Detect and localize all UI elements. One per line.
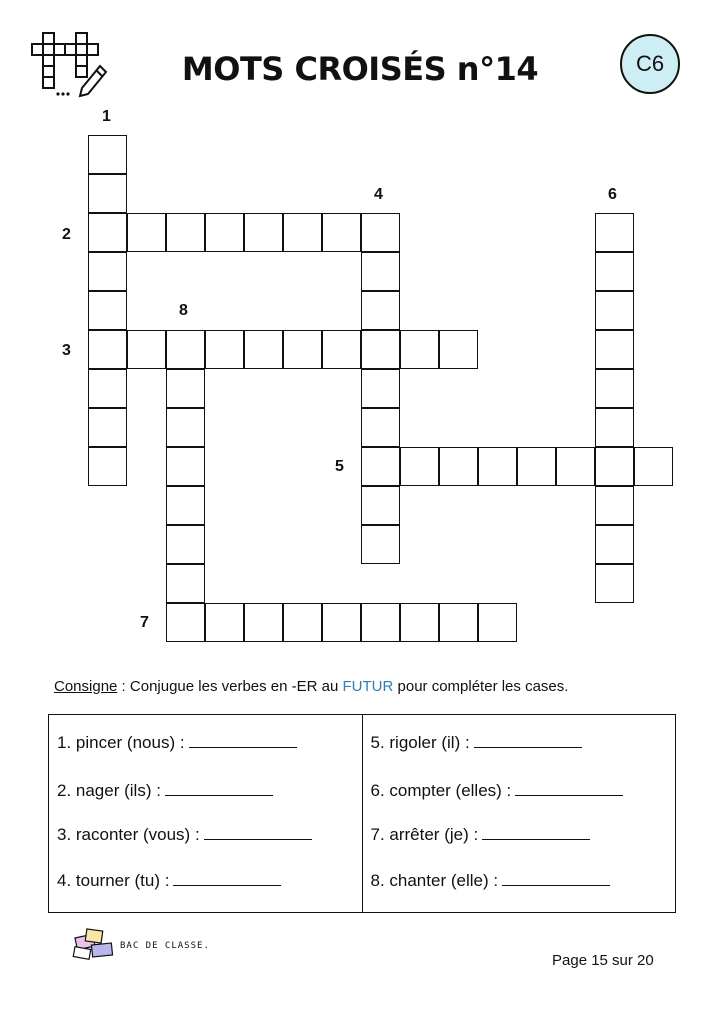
crossword-cell[interactable] bbox=[361, 213, 400, 252]
crossword-cell[interactable] bbox=[595, 564, 634, 603]
crossword-cell[interactable] bbox=[595, 525, 634, 564]
crossword-cell[interactable] bbox=[205, 330, 244, 369]
crossword-cell[interactable] bbox=[595, 252, 634, 291]
instruction-text-before: : Conjugue les verbes en -ER au bbox=[117, 678, 343, 695]
crossword-cell[interactable] bbox=[166, 603, 205, 642]
crossword-cell[interactable] bbox=[634, 447, 673, 486]
clues-left-column bbox=[49, 715, 362, 912]
clue-number-7: 7 bbox=[140, 614, 149, 631]
crossword-cell[interactable] bbox=[244, 330, 283, 369]
crossword-cell[interactable] bbox=[439, 603, 478, 642]
clue-5 bbox=[371, 733, 582, 753]
crossword-cell[interactable] bbox=[166, 447, 205, 486]
answer-blank-7[interactable] bbox=[482, 825, 590, 840]
crossword-cell[interactable] bbox=[166, 369, 205, 408]
clue-number-4: 4 bbox=[374, 186, 383, 203]
crossword-cell[interactable] bbox=[595, 486, 634, 525]
instruction-text-after: pour compléter les cases. bbox=[393, 678, 569, 695]
clue-number-5: 5 bbox=[335, 458, 344, 475]
answer-blank-5[interactable] bbox=[474, 733, 582, 748]
crossword-cell[interactable] bbox=[556, 447, 595, 486]
crossword-cell[interactable] bbox=[166, 525, 205, 564]
crossword-cell[interactable] bbox=[283, 213, 322, 252]
crossword-cell[interactable] bbox=[595, 369, 634, 408]
crossword-cell[interactable] bbox=[127, 213, 166, 252]
instruction-label: Consigne bbox=[54, 678, 118, 695]
crossword-cell[interactable] bbox=[322, 603, 361, 642]
clues-right-column bbox=[362, 715, 676, 912]
crossword-cell[interactable] bbox=[400, 330, 439, 369]
crossword-cell[interactable] bbox=[361, 447, 400, 486]
crossword-cell[interactable] bbox=[400, 603, 439, 642]
crossword-cell[interactable] bbox=[478, 603, 517, 642]
brand-logo-icon bbox=[72, 926, 118, 962]
crossword-cell[interactable] bbox=[88, 252, 127, 291]
clue-number-8: 8 bbox=[179, 302, 188, 319]
crossword-cell[interactable] bbox=[322, 330, 361, 369]
clue-number-6: 6 bbox=[608, 186, 617, 203]
crossword-cell[interactable] bbox=[88, 330, 127, 369]
level-badge: C6 bbox=[620, 34, 680, 94]
crossword-cell[interactable] bbox=[361, 252, 400, 291]
brand-name: BAC DE CLASSE. bbox=[120, 941, 210, 951]
clue-number-3: 3 bbox=[62, 342, 71, 359]
answer-blank-2[interactable] bbox=[165, 781, 273, 796]
answer-blank-8[interactable] bbox=[502, 871, 610, 886]
answer-blank-6[interactable] bbox=[515, 781, 623, 796]
crossword-cell[interactable] bbox=[88, 369, 127, 408]
crossword-cell[interactable] bbox=[361, 408, 400, 447]
crossword-cell[interactable] bbox=[166, 486, 205, 525]
clue-4-label: 4. tourner (tu) : bbox=[57, 871, 170, 890]
answer-blank-1[interactable] bbox=[189, 733, 297, 748]
crossword-cell[interactable] bbox=[595, 213, 634, 252]
crossword-cell[interactable] bbox=[88, 291, 127, 330]
clue-8 bbox=[371, 871, 611, 891]
crossword-cell[interactable] bbox=[361, 525, 400, 564]
crossword-cell[interactable] bbox=[439, 330, 478, 369]
crossword-cell[interactable] bbox=[361, 369, 400, 408]
clue-number-2: 2 bbox=[62, 226, 71, 243]
clue-4 bbox=[57, 871, 281, 891]
crossword-cell[interactable] bbox=[166, 564, 205, 603]
crossword-cell[interactable] bbox=[322, 213, 361, 252]
crossword-cell[interactable] bbox=[127, 330, 166, 369]
answer-blank-3[interactable] bbox=[204, 825, 312, 840]
crossword-cell[interactable] bbox=[88, 135, 127, 174]
clue-2-label: 2. nager (ils) : bbox=[57, 781, 161, 800]
crossword-cell[interactable] bbox=[595, 330, 634, 369]
clue-3-label: 3. raconter (vous) : bbox=[57, 825, 200, 844]
crossword-cell[interactable] bbox=[88, 447, 127, 486]
crossword-cell[interactable] bbox=[166, 213, 205, 252]
crossword-cell[interactable] bbox=[88, 408, 127, 447]
instruction bbox=[54, 678, 568, 695]
crossword-cell[interactable] bbox=[166, 330, 205, 369]
clue-8-label: 8. chanter (elle) : bbox=[370, 871, 499, 890]
page-number: Page 15 sur 20 bbox=[552, 952, 654, 969]
clue-2 bbox=[57, 781, 273, 801]
clue-5-label: 5. rigoler (il) : bbox=[370, 733, 470, 752]
crossword-pencil-icon bbox=[30, 26, 110, 101]
crossword-cell[interactable] bbox=[361, 486, 400, 525]
crossword-cell[interactable] bbox=[166, 408, 205, 447]
crossword-cell[interactable] bbox=[595, 291, 634, 330]
clue-6 bbox=[371, 781, 624, 801]
clue-1-label: 1. pincer (nous) : bbox=[57, 733, 185, 752]
crossword-cell[interactable] bbox=[478, 447, 517, 486]
crossword-cell[interactable] bbox=[400, 447, 439, 486]
crossword-cell[interactable] bbox=[361, 330, 400, 369]
crossword-cell[interactable] bbox=[361, 603, 400, 642]
clue-1 bbox=[57, 733, 297, 753]
crossword-cell[interactable] bbox=[595, 408, 634, 447]
crossword-cell[interactable] bbox=[205, 603, 244, 642]
crossword-cell[interactable] bbox=[88, 213, 127, 252]
crossword-cell[interactable] bbox=[244, 213, 283, 252]
crossword-cell[interactable] bbox=[88, 174, 127, 213]
page-title: MOTS CROISÉS n°14 bbox=[181, 50, 539, 88]
clue-number-1: 1 bbox=[102, 108, 111, 125]
crossword-cell[interactable] bbox=[517, 447, 556, 486]
crossword-cell[interactable] bbox=[283, 330, 322, 369]
clue-3 bbox=[57, 825, 312, 845]
clue-6-label: 6. compter (elles) : bbox=[370, 781, 512, 800]
crossword-cell[interactable] bbox=[244, 603, 283, 642]
crossword-cell[interactable] bbox=[283, 603, 322, 642]
clues-table bbox=[48, 714, 676, 913]
answer-blank-4[interactable] bbox=[173, 871, 281, 886]
crossword-cell[interactable] bbox=[361, 291, 400, 330]
crossword-cell[interactable] bbox=[595, 447, 634, 486]
crossword-cell[interactable] bbox=[205, 213, 244, 252]
crossword-cell[interactable] bbox=[439, 447, 478, 486]
instruction-highlight: FUTUR bbox=[342, 678, 394, 695]
clue-7 bbox=[371, 825, 591, 845]
clue-7-label: 7. arrêter (je) : bbox=[370, 825, 479, 844]
